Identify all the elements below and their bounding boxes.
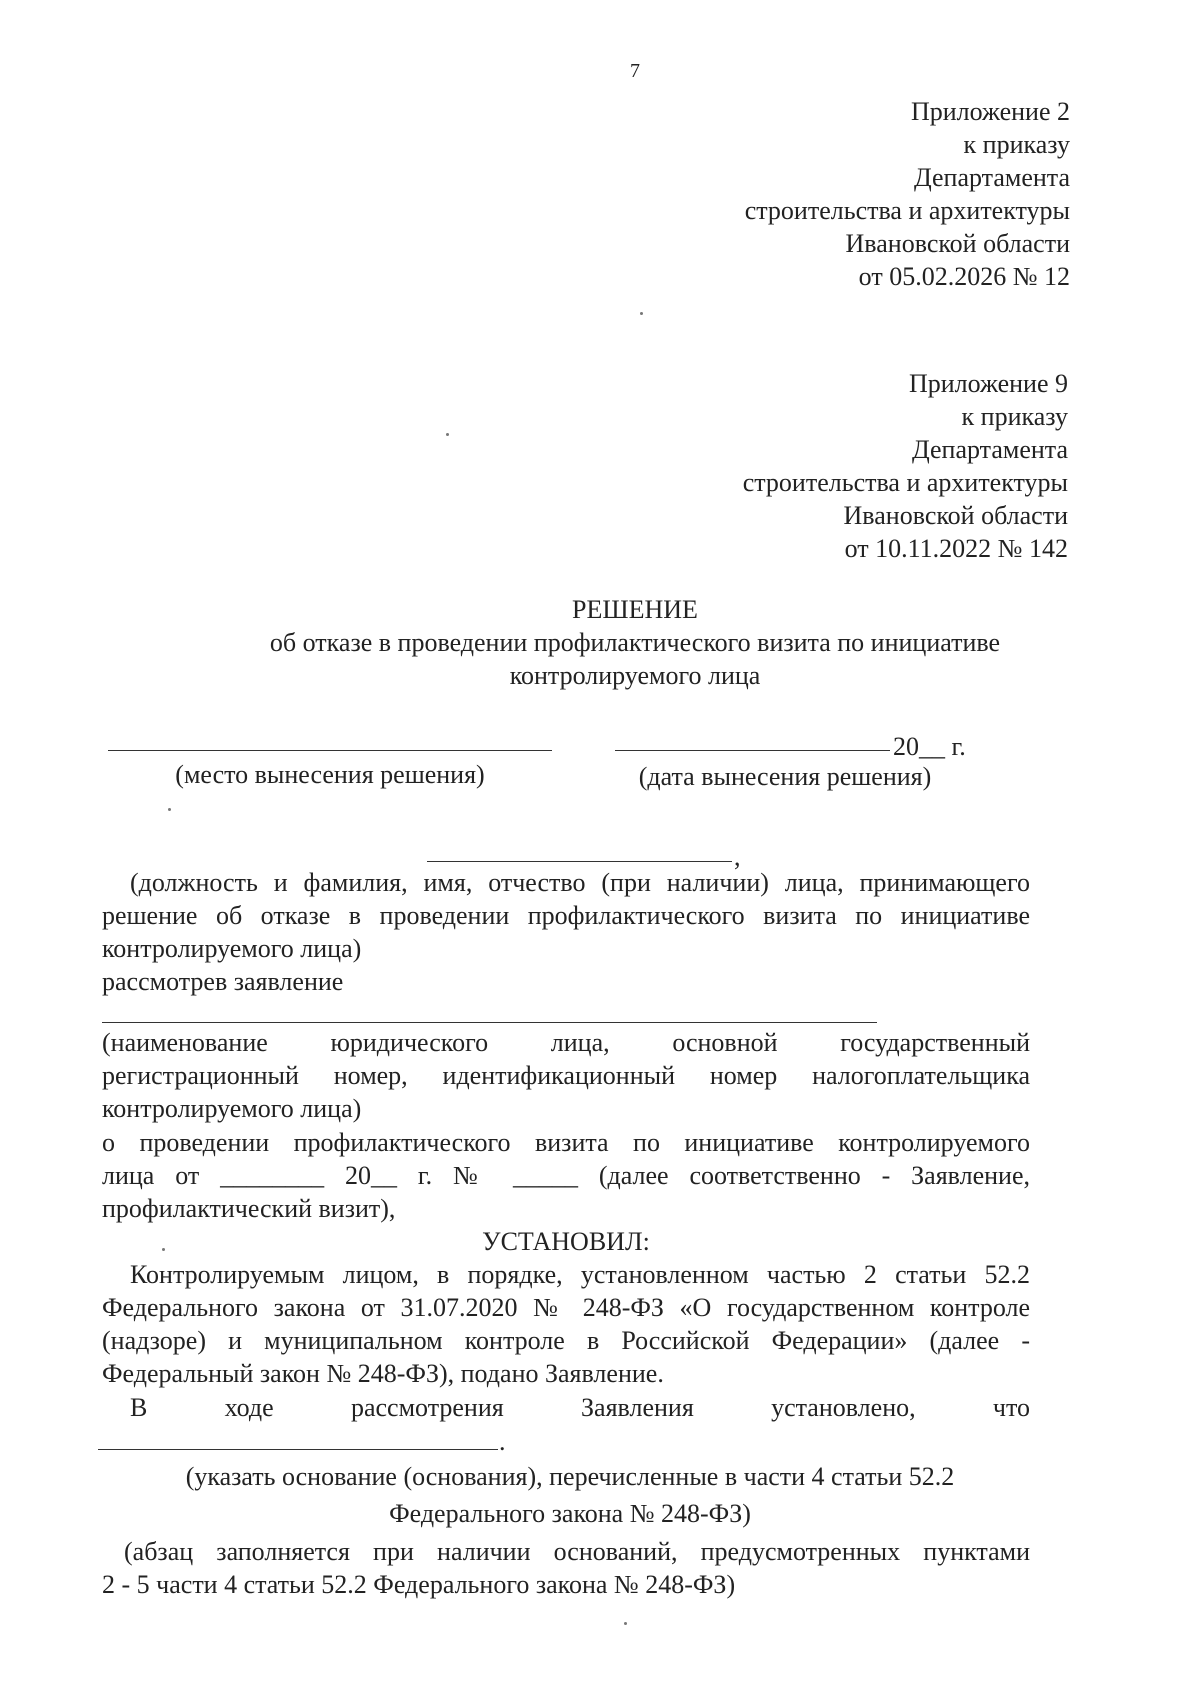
official-caption-line: решение об отказе в проведении профилактического визита по инициативе [102,901,1030,930]
official-caption-line: (должность и фамилия, имя, отчество (при наличии) лица, принимающего [130,868,1030,897]
grounds-blank-line [98,1449,498,1450]
body-paragraph [102,1258,1030,1390]
body-paragraph-line: (надзоре) и муниципальном контроле в Российской Федерации» (далее - [102,1326,1030,1355]
grounds-period: . [499,1427,506,1456]
scan-speck [640,312,643,315]
review-word: ходе [224,1393,274,1422]
review-word: Заявления [581,1393,694,1422]
document-title [100,593,1170,692]
appendix-9-line: Ивановской области [843,501,1068,530]
fill-note-line: 2 - 5 части 4 статьи 52.2 Федерального закона № 248-ФЗ) [102,1570,736,1599]
review-line-text [130,1391,1030,1424]
entity-caption-line: контролируемого лица) [102,1094,362,1123]
date-caption: (дата вынесения решения) [638,762,932,791]
established-heading [102,1225,1030,1258]
grounds-caption-line: (указать основание (основания), перечисленные в части 4 статьи 52.2 [185,1462,955,1491]
appendix-2-line: Департамента [913,163,1070,192]
fill-note [102,1535,1030,1601]
entity-caption-line: (наименование юридического лица, основной государственный [102,1028,1030,1057]
place-caption: (место вынесения решения) [175,760,485,789]
official-caption-line: контролируемого лица) [102,934,362,963]
date-year-suffix: 20__ г. [893,732,966,761]
appendix-9-line: Департамента [911,435,1068,464]
review-line [130,1391,1030,1424]
official-caption [102,866,1030,965]
document-subtitle-line: контролируемого лица [509,661,761,690]
scan-speck [168,808,171,811]
review-word: рассмотрения [350,1393,504,1422]
review-word: установлено, [771,1393,916,1422]
scan-speck [624,1622,627,1625]
appendix-9-block [743,367,1068,565]
fill-note-line: (абзац заполняется при наличии оснований, предусмотренных пунктами [124,1537,1030,1566]
entity-caption-line: регистрационный номер, идентификационный номер налогоплательщика [102,1061,1030,1090]
scan-speck [162,1248,165,1251]
visit-request [102,1126,1030,1225]
appendix-2-line: к приказу [963,130,1070,159]
visit-request-line: профилактический визит), [102,1194,396,1223]
body-paragraph-line: Федерального закона от 31.07.2020 № 248-ФЗ «О государственном контроле [102,1293,1030,1322]
place-blank-line [108,750,552,751]
appendix-2-line: Ивановской области [845,229,1070,258]
official-blank-line [427,861,732,862]
entity-caption [102,1026,1030,1125]
appendix-2-line: от 05.02.2026 № 12 [858,262,1070,291]
appendix-9-line: Приложение 9 [908,369,1068,398]
document-heading: РЕШЕНИЕ [572,595,698,624]
entity-blank-line [102,1022,877,1023]
review-word: В [130,1393,148,1422]
established-heading-text: УСТАНОВИЛ: [482,1227,650,1256]
scan-speck [446,433,449,436]
body-paragraph-line: Контролируемым лицом, в порядке, установленном частью 2 статьи 52.2 [130,1260,1030,1289]
appendix-9-line: строительства и архитектуры [742,468,1068,497]
appendix-9-line: от 10.11.2022 № 142 [844,534,1068,563]
appendix-2-line: строительства и архитектуры [744,196,1070,225]
appendix-2-line: Приложение 2 [910,97,1070,126]
considered-label: рассмотрев заявление [102,967,344,996]
grounds-caption-line: Федерального закона № 248-ФЗ) [389,1499,751,1528]
official-comma: , [734,842,741,871]
review-word: что [992,1393,1031,1422]
body-paragraph-line: Федеральный закон № 248-ФЗ), подано Заявление. [102,1359,664,1388]
page-number: 7 [630,60,640,82]
appendix-2-block [745,95,1070,293]
appendix-9-line: к приказу [961,402,1068,431]
document-subtitle-line: об отказе в проведении профилактического визита по инициативе [269,628,1001,657]
visit-request-line: о проведении профилактического визита по инициативе контролируемого [102,1128,1030,1157]
grounds-caption [130,1460,1010,1530]
date-blank-line [615,750,890,751]
visit-request-line: лица от ________ 20__ г. № _____ (далее соответственно - Заявление, [102,1161,1030,1190]
